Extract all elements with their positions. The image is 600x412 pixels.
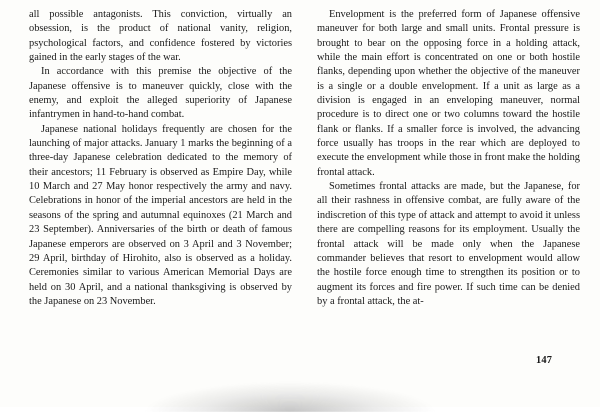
paragraph-offensive-objective: In accordance with this premise the objective of the Japanese offensive is to maneuver quickly, close with the enemy, and exploit the alleged superiority of Japanese infantrymen in hand-to-hand combat. — [29, 66, 292, 121]
paragraph-frontal-attacks: Sometimes frontal attacks are made, but the Japanese, for all their rashness in offensive combat, are fully aware of the indiscretion of this type of attack and attempt to avoid it unless there are compelling reasons for its employment. Usually the frontal attack will be made only when the Japanese commander believes that resort to envelopment would allow the hostile force enough time to strengthen its position or to augment its forces and fire power. If such time can be denied by a frontal attack, the at- — [317, 181, 580, 307]
page-number: 147 — [536, 355, 553, 366]
scan-smudge — [140, 368, 440, 412]
paragraph-national-holidays: Japanese national holidays frequently are chosen for the launching of major attacks. January 1 marks the beginning of a three-day Japanese celebration dedicated to the memory of their ancestors; 11 February is observed as Empire Day, while 10 March and 27 May honor respectively the army and navy. Celebrations in honor of the imperial ancestors are held in the seasons of the spring and autumnal equinoxes (21 March and 23 September). Anniversaries of the birth or death of famous Japanese emperors are observed on 3 April and 3 November; 29 April, birthday of Hirohito, also is observed as a holiday. Ceremonies similar to various American Memorial Days are held on 30 April, and a national thanksgiving is observed by the Japanese on 23 November. — [29, 123, 292, 307]
paragraph-envelopment: Envelopment is the preferred form of Japanese offensive maneuver for both large and small units. Frontal pressure is brought to bear on the opposing force in a holding attack, while the main effort is concentrated on one or both hostile flanks, depending upon whether the objective of the maneuver is a single or a double envelopment. If a unit as large as a division is engaged in an enveloping maneuver, normal procedure is to direct one or two columns toward the hostile flank or flanks. If a smaller force is involved, the advancing force usually has troops in the rear which are deployed to execute the envelopment while those in front make the holding frontal attack. — [317, 9, 580, 178]
right-text-column — [317, 8, 580, 309]
paragraph-continued: all possible antagonists. This conviction, virtually an obsession, is the product of national vanity, religion, psychological factors, and confidence fostered by victories gained in the early stages of the war. — [29, 9, 292, 64]
left-text-column — [29, 8, 292, 309]
